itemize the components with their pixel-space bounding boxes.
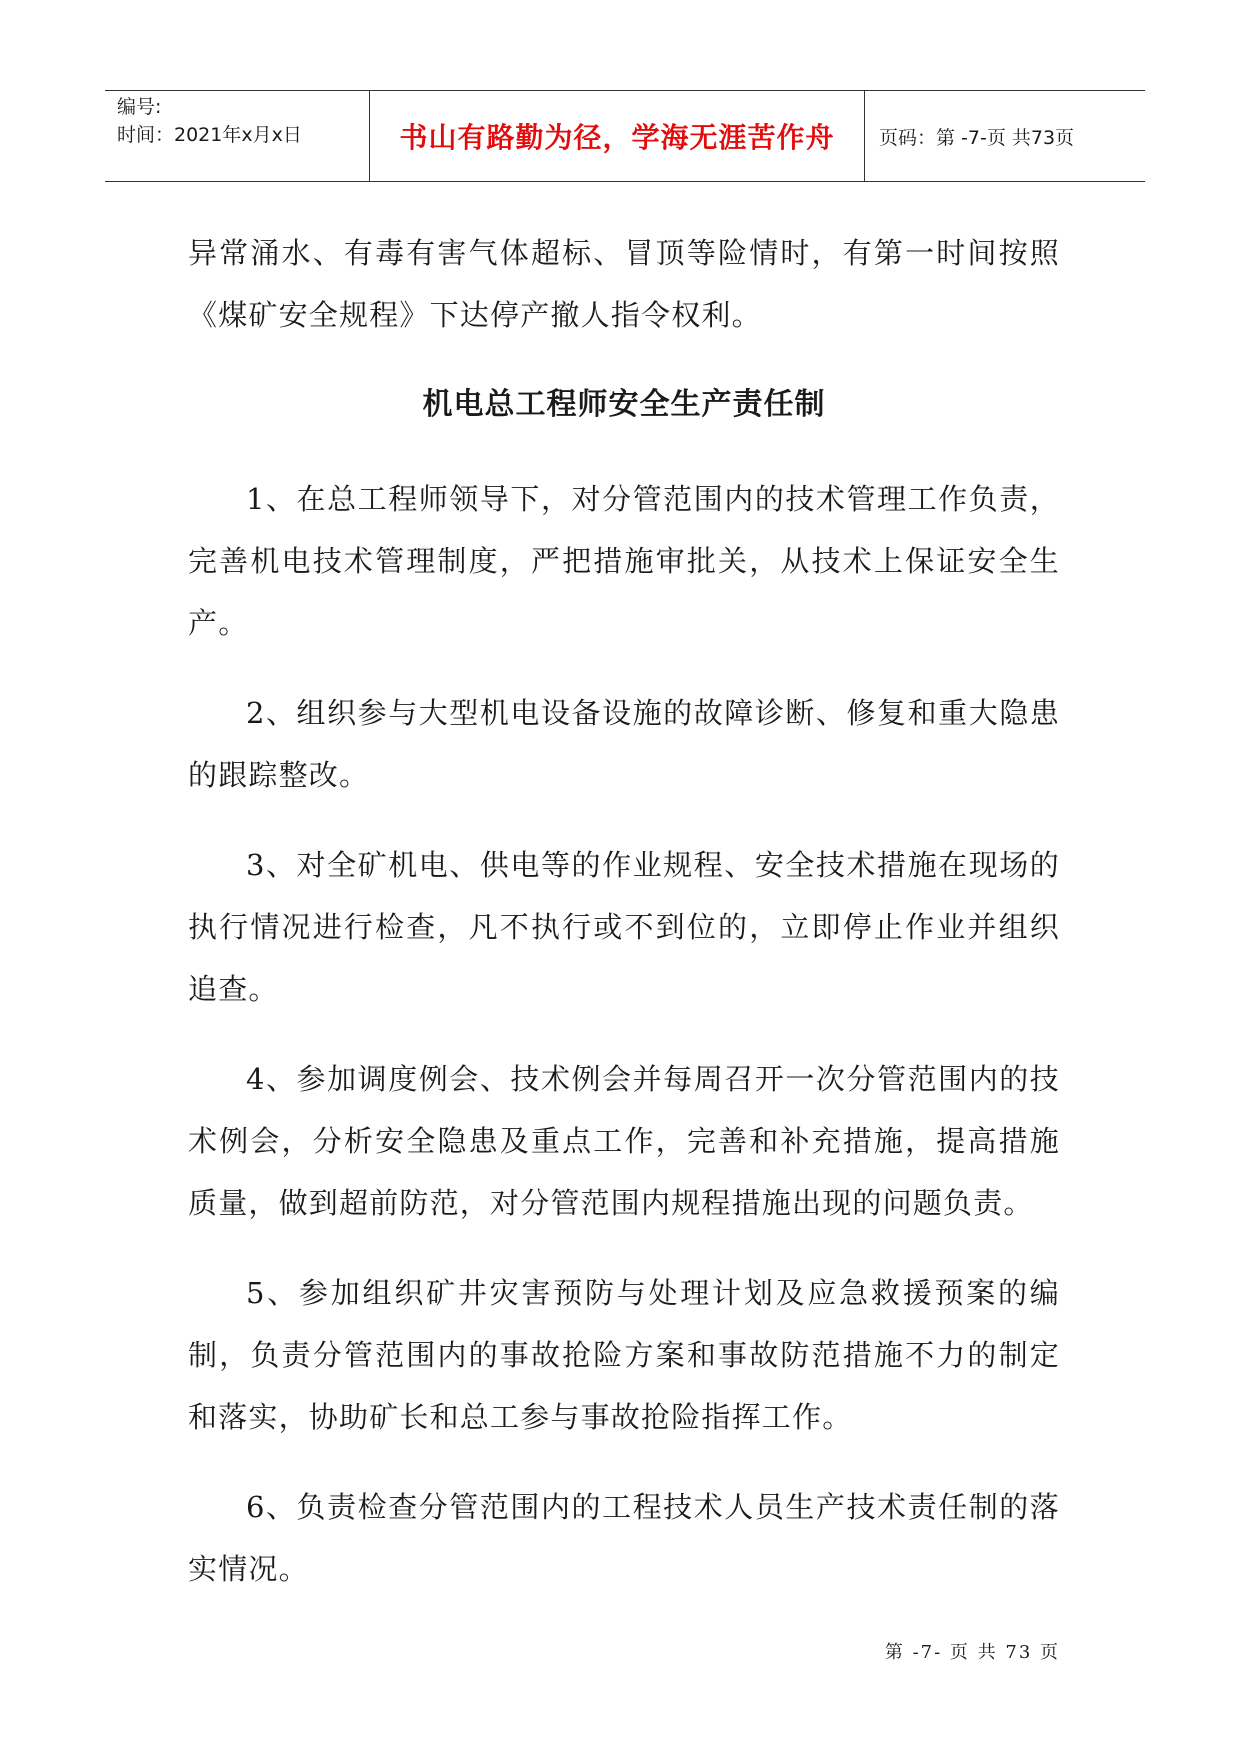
responsibility-item-6: 6、负责检查分管范围内的工程技术人员生产技术责任制的落实情况。	[188, 1490, 1060, 1586]
header-motto: 书山有路勤为径，学海无涯苦作舟	[399, 121, 835, 154]
serial-number-label: 编号:	[117, 96, 162, 118]
header-meta-cell	[105, 91, 370, 181]
time-label: 时间：2021年x月x日	[117, 124, 302, 146]
header-page-cell	[865, 91, 1145, 181]
header-motto-cell	[370, 91, 865, 181]
responsibility-item-1: 1、在总工程师领导下，对分管范围内的技术管理工作负责，完善机电技术管理制度，严把措施审批关，从技术上保证安全生产。	[188, 482, 1060, 640]
page-footer: 第 -7- 页 共 73 页	[884, 1642, 1060, 1663]
document-body	[188, 222, 1060, 1600]
responsibility-item-2: 2、组织参与大型机电设备设施的故障诊断、修复和重大隐患的跟踪整改。	[188, 696, 1060, 792]
intro-paragraph: 异常涌水、有毒有害气体超标、冒顶等险情时，有第一时间按照《煤矿安全规程》下达停产撤人指令权利。	[188, 236, 1060, 332]
document-header	[105, 90, 1145, 182]
header-page-label: 页码：第 -7-页 共73页	[879, 126, 1075, 149]
section-title: 机电总工程师安全生产责任制	[422, 387, 826, 422]
responsibility-item-5: 5、参加组织矿井灾害预防与处理计划及应急救援预案的编制，负责分管范围内的事故抢险方案和事故防范措施不力的制定和落实，协助矿长和总工参与事故抢险指挥工作。	[188, 1276, 1060, 1434]
responsibility-item-3: 3、对全矿机电、供电等的作业规程、安全技术措施在现场的执行情况进行检查，凡不执行或不到位的，立即停止作业并组织追查。	[188, 848, 1060, 1006]
responsibility-item-4: 4、参加调度例会、技术例会并每周召开一次分管范围内的技术例会，分析安全隐患及重点工作，完善和补充措施，提高措施质量，做到超前防范，对分管范围内规程措施出现的问题负责。	[188, 1062, 1060, 1220]
